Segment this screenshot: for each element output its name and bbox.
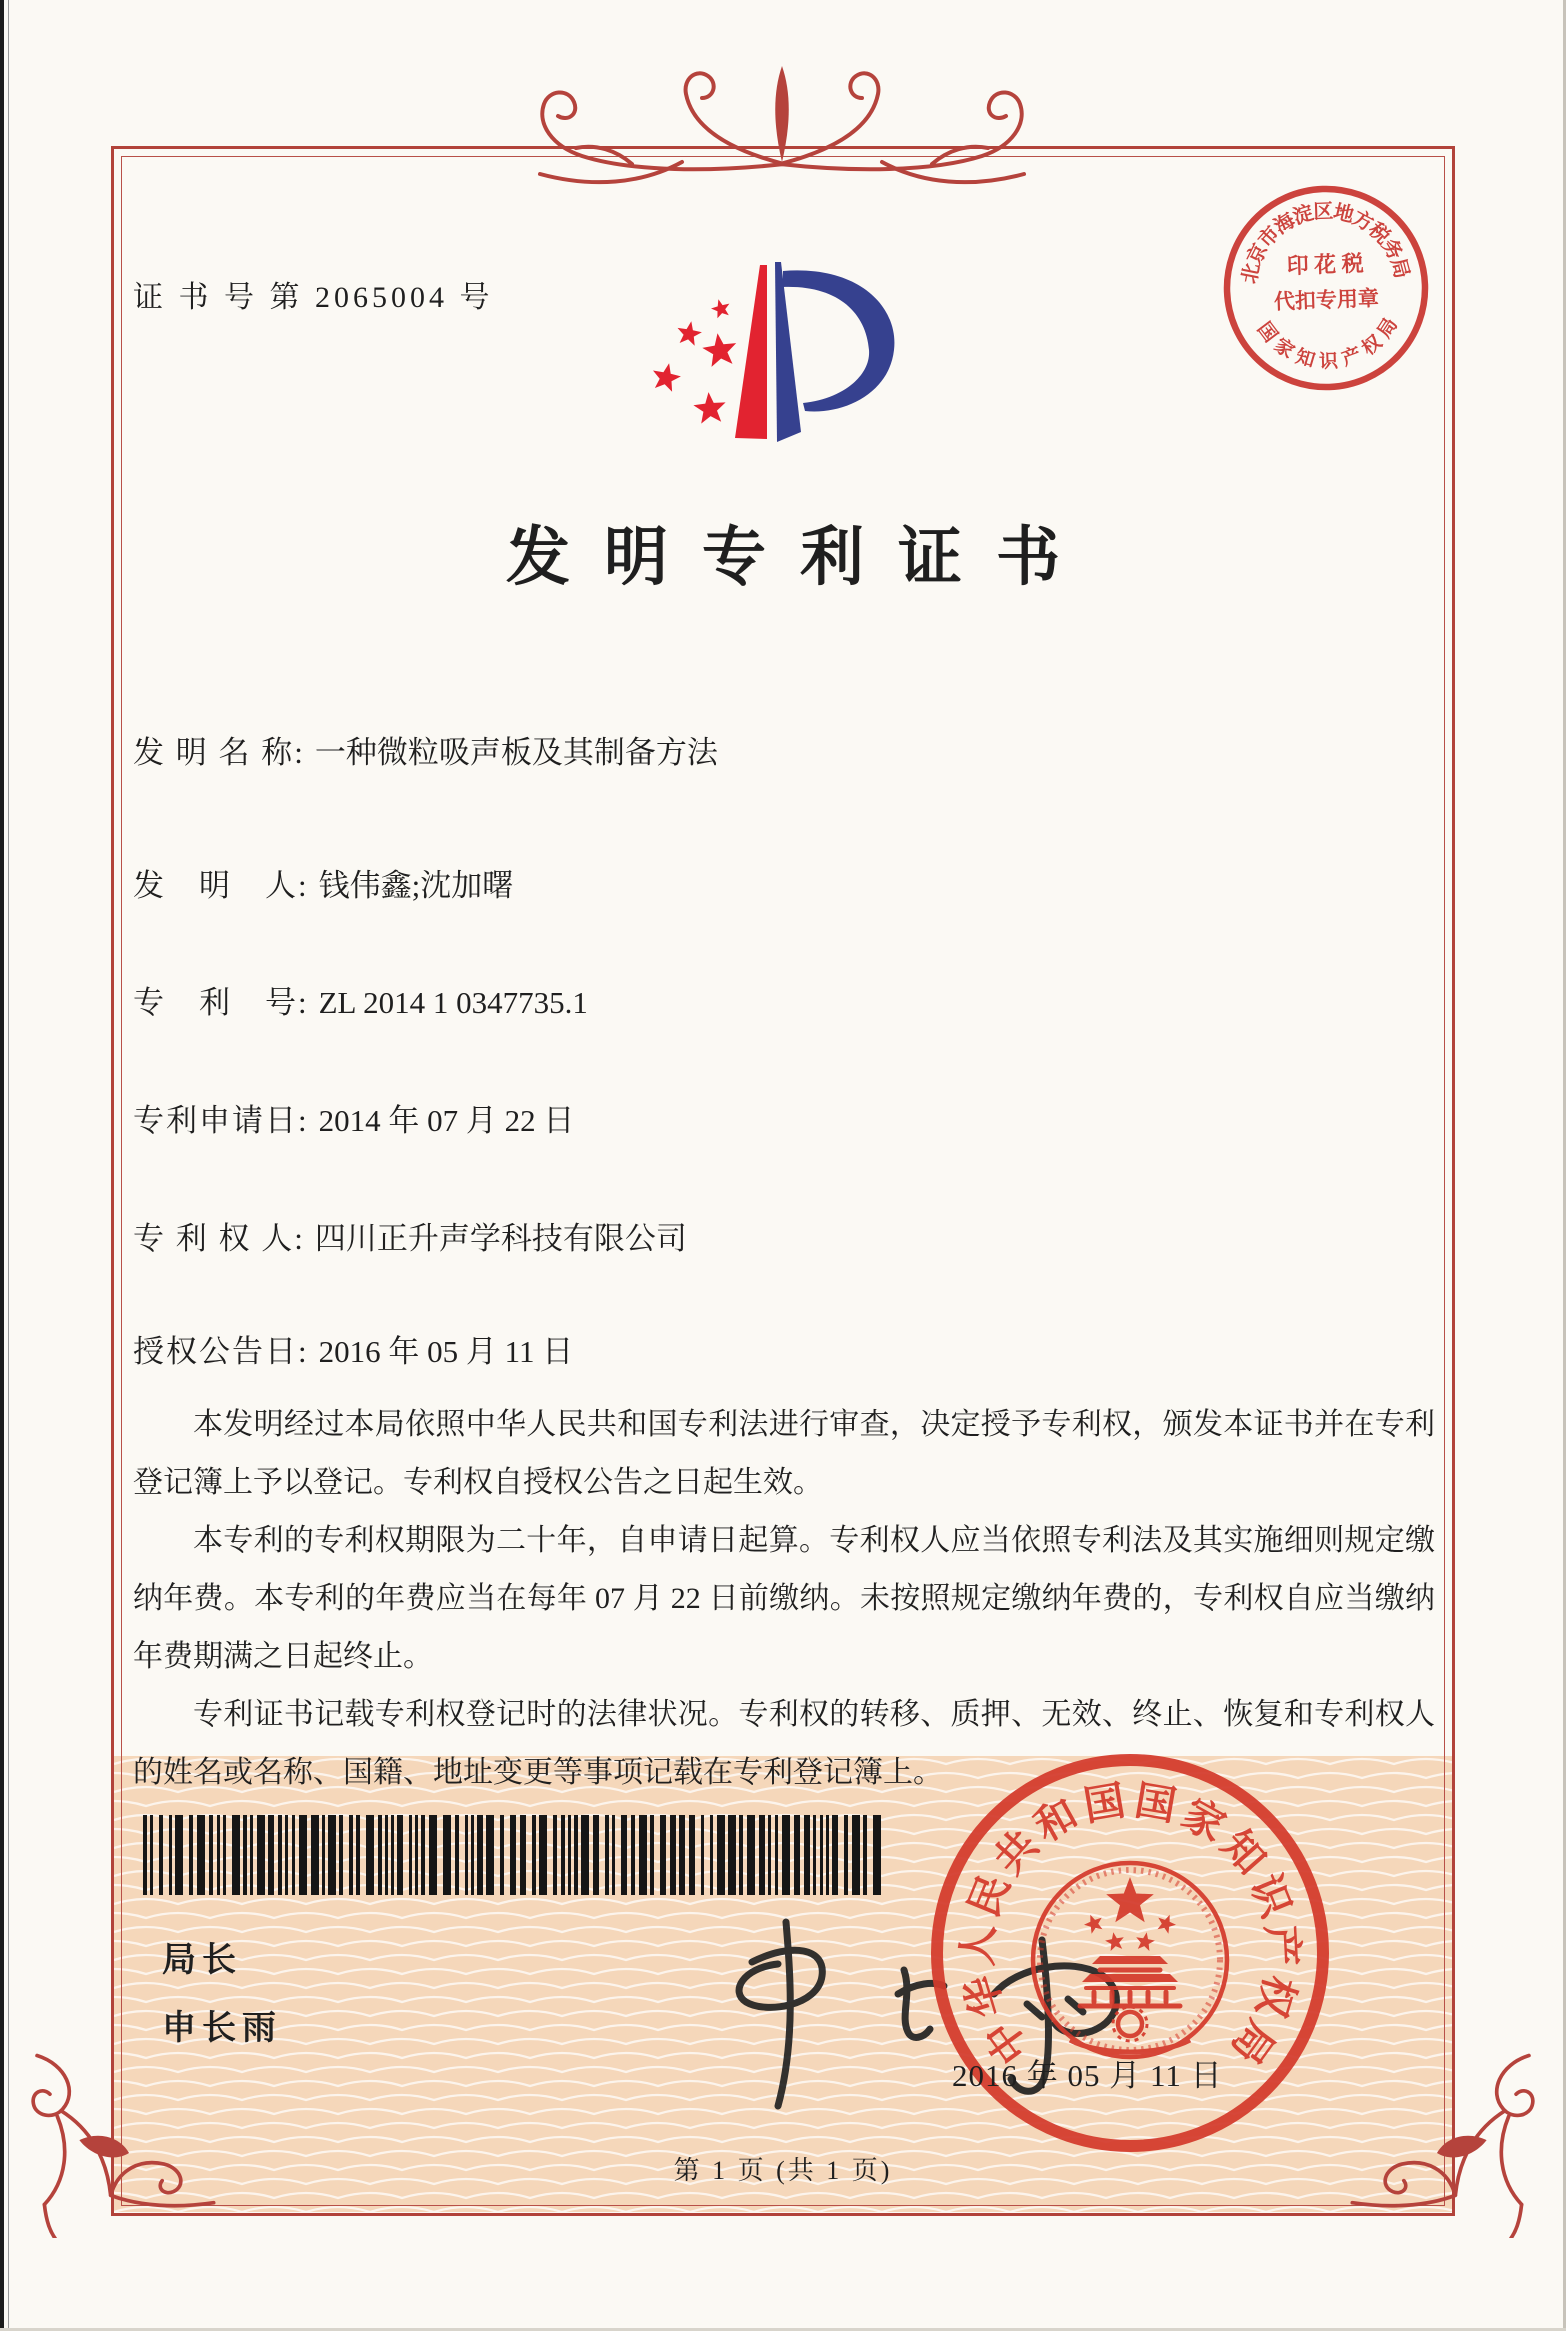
arc-char: 国 <box>1080 1777 1129 1830</box>
field-grant-date <box>133 1326 573 1371</box>
arc-char: 方 <box>1348 206 1377 236</box>
arc-char: 权 <box>1247 1970 1304 2023</box>
tax-stamp-seal <box>1217 179 1434 396</box>
arc-char: 产 <box>1339 344 1365 371</box>
field-label: 专 利 号: <box>133 985 309 1020</box>
arc-char: 国 <box>1131 1777 1180 1830</box>
arc-char: 淀 <box>1290 201 1317 229</box>
arc-char: 局 <box>1386 255 1413 281</box>
arc-char: 识 <box>1241 1868 1300 1924</box>
corner-flourish <box>26 2050 236 2238</box>
barcode <box>143 1815 893 1895</box>
tax-stamp-line1: 印 花 税 <box>1286 250 1365 279</box>
arc-char: 家 <box>1174 1790 1233 1851</box>
logo-stars <box>653 299 736 423</box>
arc-char: 权 <box>1358 331 1387 360</box>
arc-char: 地 <box>1331 201 1356 228</box>
tax-stamp-line2: 代扣专用章 <box>1273 286 1380 314</box>
arc-char: 民 <box>960 1868 1019 1924</box>
top-crest-ornament <box>512 50 1052 192</box>
arc-char: 人 <box>954 1924 1003 1968</box>
arc-char: 市 <box>1254 222 1285 253</box>
cnipa-official-seal <box>925 1748 1335 2158</box>
arc-char: 区 <box>1312 200 1334 224</box>
scan-edge-artifact <box>8 0 9 2331</box>
logo-red-wedge <box>735 265 767 439</box>
logo-blue-bowl <box>783 270 894 411</box>
arc-char: 华 <box>956 1970 1013 2023</box>
field-patent-number <box>133 977 588 1022</box>
field-label: 发 明 名 称: <box>133 735 305 770</box>
seal-arc-text <box>954 1777 1306 2072</box>
arc-char: 税 <box>1364 218 1394 249</box>
director-title-label: 局长 <box>162 1941 242 1979</box>
field-value: 2014 年 07 月 22 日 <box>318 1103 575 1138</box>
field-value: 2016 年 05 月 11 日 <box>318 1334 574 1369</box>
field-invention-name <box>133 727 718 772</box>
national-emblem <box>1033 1863 1227 2057</box>
arc-char: 识 <box>1318 351 1339 373</box>
field-inventor <box>133 860 513 905</box>
field-label: 专 利 权 人: <box>133 1221 305 1256</box>
arc-char: 产 <box>1257 1924 1306 1968</box>
certificate-number: 证 书 号 第 2065004 号 <box>133 281 494 314</box>
tax-stamp-bottom-arc <box>1252 313 1403 375</box>
arc-char: 中 <box>976 2012 1038 2073</box>
field-label: 专利申请日: <box>133 1103 309 1138</box>
arc-char: 北 <box>1238 261 1265 286</box>
arc-char: 共 <box>985 1821 1048 1883</box>
cnipa-logo-icon <box>614 260 950 492</box>
field-value: 四川正升声学科技有限公司 <box>314 1221 687 1256</box>
arc-char: 务 <box>1377 235 1407 264</box>
legal-paragraph: 本发明经过本局依照中华人民共和国专利法进行审查，决定授予专利权，颁发本证书并在专利登记簿上予以登记。专利权自授权公告之日起生效。 <box>133 1408 1435 1499</box>
page-footer: 第 1 页 (共 1 页) <box>673 2156 893 2185</box>
director-name: 申长雨 <box>162 2009 282 2047</box>
logo-blue-stem <box>775 262 801 442</box>
legal-paragraph: 本专利的专利权期限为二十年，自申请日起算。专利权人应当依照专利法及其实施细则规定缴纳年费。本专利的年费应当在每年 07 月 22 日前缴纳。未按照规定缴纳年费的，专利权自应当缴纳年费期满之日起终止。 <box>133 1524 1435 1673</box>
arc-char: 局 <box>1374 314 1403 342</box>
field-patentee <box>133 1213 687 1258</box>
field-value: 一种微粒吸声板及其制备方法 <box>314 735 718 770</box>
arc-char: 知 <box>1212 1821 1275 1883</box>
arc-char: 知 <box>1293 346 1318 372</box>
field-filing-date <box>133 1095 574 1140</box>
arc-char: 和 <box>1027 1790 1086 1851</box>
legal-paragraph: 专利证书记载专利权登记时的法律状况。专利权的转移、质押、无效、终止、恢复和专利权人的姓名或名称、国籍、地址变更等事项记载在专利登记簿上。 <box>133 1698 1435 1789</box>
grant-date-under-seal: 2016 年 05 月 11 日 <box>952 2058 1223 2093</box>
arc-char: 京 <box>1243 240 1273 269</box>
legal-text-block <box>133 1396 1435 1802</box>
arc-char: 海 <box>1270 209 1300 239</box>
field-value: ZL 2014 1 0347735.1 <box>318 985 588 1020</box>
field-label: 授权公告日: <box>133 1334 309 1369</box>
field-label: 发 明 人: <box>133 868 309 903</box>
certificate-title: 发明专利证书 <box>506 522 1094 593</box>
arc-char: 国 <box>1252 318 1282 347</box>
arc-char: 局 <box>1222 2012 1284 2073</box>
arc-char: 家 <box>1270 334 1298 363</box>
corner-flourish <box>1330 2050 1540 2238</box>
field-value: 钱伟鑫;沈加曙 <box>318 868 514 903</box>
scan-edge-artifact <box>0 0 4 2331</box>
